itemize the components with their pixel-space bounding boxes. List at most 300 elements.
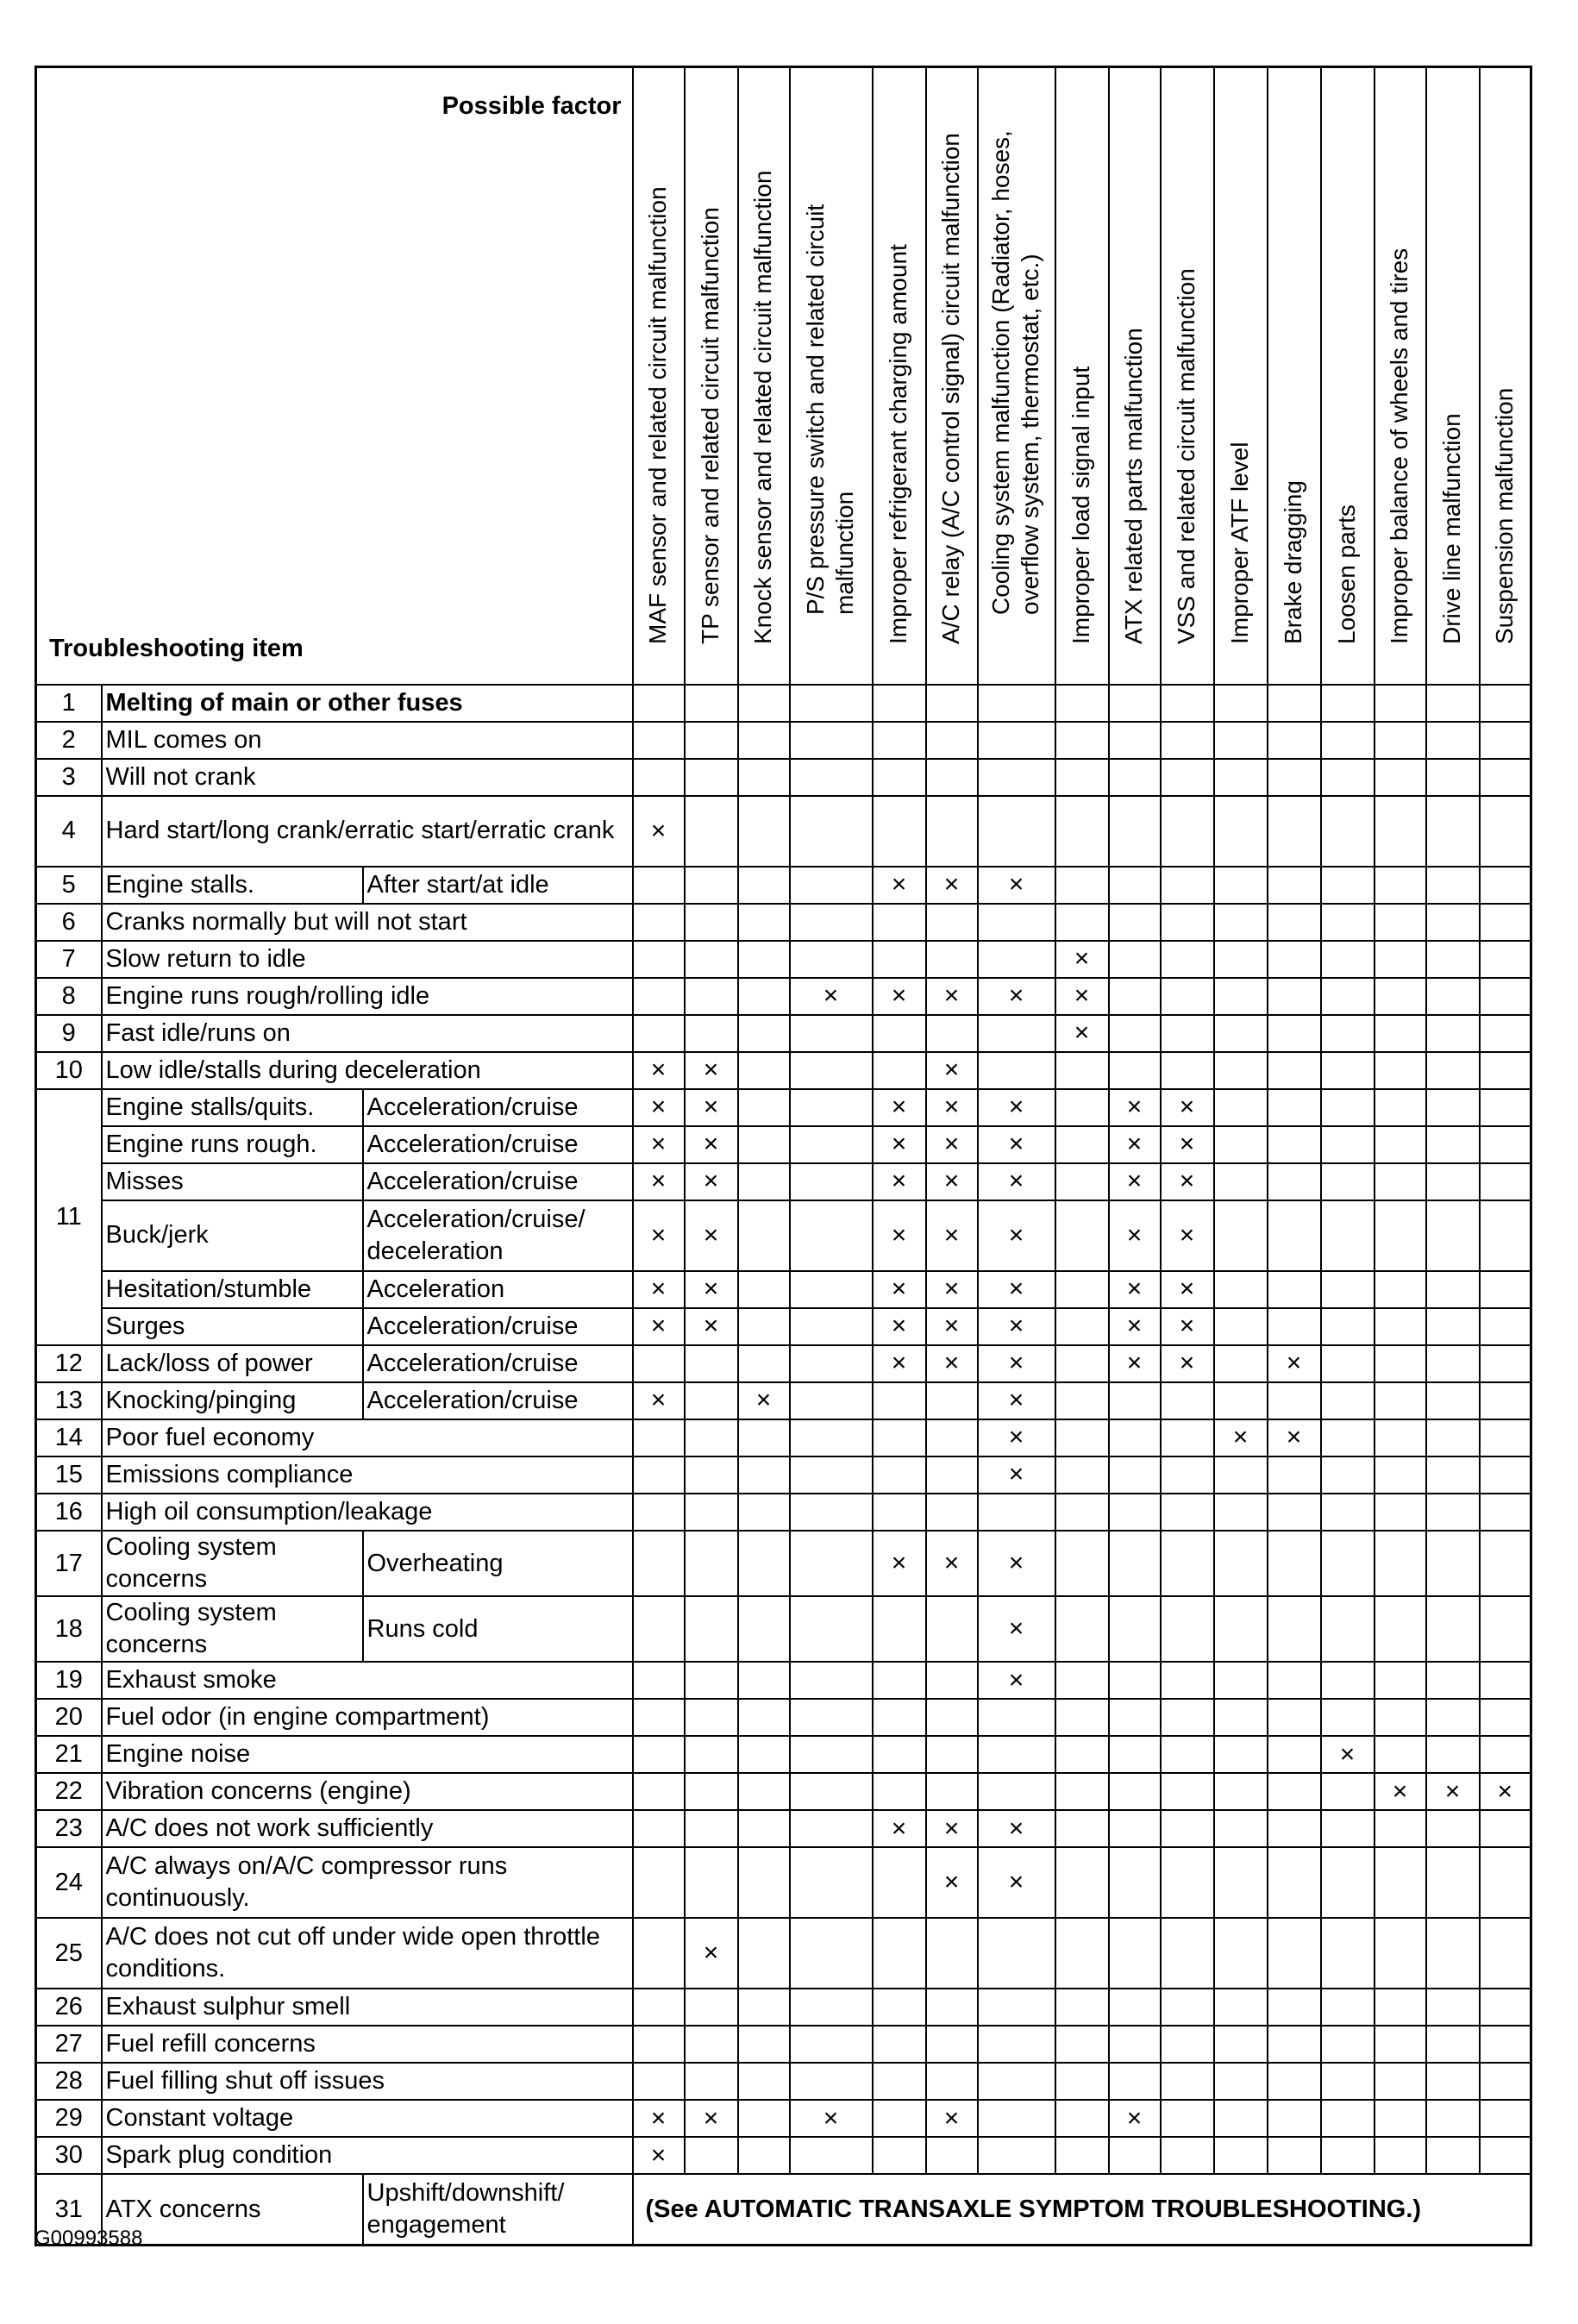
- mark-cell: [1321, 2026, 1374, 2063]
- x-mark-icon: ×: [1008, 1868, 1024, 1897]
- mark-cell: [1268, 1271, 1321, 1308]
- x-mark-icon: ×: [650, 1093, 667, 1122]
- x-mark-icon: ×: [1232, 1423, 1249, 1452]
- mark-cell: [1426, 978, 1480, 1015]
- mark-cell: [1426, 1531, 1480, 1596]
- mark-cell: [1214, 1308, 1268, 1345]
- mark-cell: [1055, 1531, 1109, 1596]
- mark-cell: [1426, 1271, 1480, 1308]
- mark-cell: [1321, 1989, 1374, 2026]
- mark-cell: [1321, 1052, 1374, 1089]
- mark-cell: [738, 1345, 790, 1382]
- mark-cell: [1109, 1345, 1161, 1382]
- mark-cell: [685, 1918, 738, 1989]
- mark-cell: [978, 904, 1055, 941]
- mark-cell: [1480, 1662, 1531, 1699]
- mark-cell: [873, 759, 926, 796]
- symptom-cell: Hesitation/stumble: [102, 1271, 363, 1308]
- x-mark-icon: ×: [1126, 1130, 1143, 1159]
- mark-cell: [1426, 1773, 1480, 1810]
- mark-cell: [1214, 685, 1268, 722]
- mark-cell: [1268, 796, 1321, 867]
- mark-cell: [1109, 1736, 1161, 1773]
- mark-cell: [1214, 1089, 1268, 1126]
- mark-cell: [926, 1736, 978, 1773]
- mark-cell: [1214, 1163, 1268, 1200]
- factor-header-15: [1426, 67, 1480, 686]
- mark-cell: [978, 1345, 1055, 1382]
- table-row: [36, 941, 1531, 978]
- mark-cell: [873, 1773, 926, 1810]
- x-mark-icon: ×: [1008, 1813, 1024, 1843]
- x-mark-icon: ×: [1008, 1093, 1024, 1122]
- table-row: [36, 2063, 1531, 2100]
- mark-cell: [1055, 1200, 1109, 1271]
- mark-cell: [1268, 1456, 1321, 1494]
- table-row: [36, 1918, 1531, 1989]
- mark-cell: [790, 796, 873, 867]
- mark-cell: [1161, 978, 1214, 1015]
- mark-cell: [1268, 1662, 1321, 1699]
- x-mark-icon: ×: [1008, 1423, 1024, 1452]
- mark-cell: [1214, 941, 1268, 978]
- mark-cell: [1374, 1810, 1426, 1847]
- mark-cell: [1480, 1271, 1531, 1308]
- mark-cell: [1268, 1089, 1321, 1126]
- mark-cell: [1109, 2026, 1161, 2063]
- mark-cell: [1161, 941, 1214, 978]
- mark-cell: [1374, 2063, 1426, 2100]
- x-mark-icon: ×: [650, 1275, 667, 1304]
- mark-cell: [1055, 1419, 1109, 1456]
- mark-cell: [790, 867, 873, 904]
- x-mark-icon: ×: [703, 1167, 719, 1196]
- mark-cell: [1374, 1308, 1426, 1345]
- mark-cell: [633, 2137, 685, 2174]
- mark-cell: [1480, 1089, 1531, 1126]
- symptom-cell: Fuel filling shut off issues: [102, 2063, 633, 2100]
- mark-cell: [1480, 867, 1531, 904]
- condition-cell: Acceleration/cruise/ deceleration: [363, 1200, 633, 1271]
- possible-factor-label: Possible factor: [441, 92, 622, 120]
- mark-cell: [633, 722, 685, 759]
- x-mark-icon: ×: [943, 1167, 960, 1196]
- symptom-cell: A/C does not work sufficiently: [102, 1810, 633, 1847]
- row-number: 29: [36, 2100, 102, 2137]
- x-mark-icon: ×: [1008, 1130, 1024, 1159]
- mark-cell: [978, 978, 1055, 1015]
- row-number: 21: [36, 1736, 102, 1773]
- x-mark-icon: ×: [703, 1056, 719, 1085]
- condition-cell: After start/at idle: [363, 867, 633, 904]
- mark-cell: [873, 722, 926, 759]
- mark-cell: [926, 759, 978, 796]
- mark-cell: [978, 1736, 1055, 1773]
- mark-cell: [1055, 1662, 1109, 1699]
- mark-cell: [685, 1596, 738, 1662]
- x-mark-icon: ×: [650, 2103, 667, 2133]
- symptom-cell: Exhaust sulphur smell: [102, 1989, 633, 2026]
- mark-cell: [1268, 941, 1321, 978]
- mark-cell: [1268, 1847, 1321, 1918]
- row-number: 17: [36, 1531, 102, 1596]
- mark-cell: [1321, 2100, 1374, 2137]
- mark-cell: [685, 1126, 738, 1163]
- mark-cell: [1161, 867, 1214, 904]
- mark-cell: [1055, 904, 1109, 941]
- mark-cell: [1321, 1699, 1374, 1736]
- x-mark-icon: ×: [891, 1349, 907, 1378]
- mark-cell: [873, 1345, 926, 1382]
- mark-cell: [1268, 1596, 1321, 1662]
- mark-cell: [790, 1271, 873, 1308]
- mark-cell: [978, 1810, 1055, 1847]
- x-mark-icon: ×: [1179, 1130, 1195, 1159]
- mark-cell: [1321, 1419, 1374, 1456]
- mark-cell: [1374, 1382, 1426, 1419]
- table-row: [36, 2026, 1531, 2063]
- condition-cell: Acceleration: [363, 1271, 633, 1308]
- mark-cell: [1426, 904, 1480, 941]
- mark-cell: [978, 796, 1055, 867]
- mark-cell: [1426, 2063, 1480, 2100]
- mark-cell: [1480, 1810, 1531, 1847]
- x-mark-icon: ×: [1008, 1548, 1024, 1577]
- table-row: [36, 1271, 1531, 1308]
- mark-cell: [1109, 904, 1161, 941]
- mark-cell: [1161, 1736, 1214, 1773]
- mark-cell: [1109, 1699, 1161, 1736]
- mark-cell: [738, 2063, 790, 2100]
- mark-cell: [1055, 1494, 1109, 1531]
- mark-cell: [685, 1736, 738, 1773]
- mark-cell: [1055, 867, 1109, 904]
- x-mark-icon: ×: [1074, 981, 1090, 1011]
- mark-cell: [978, 1847, 1055, 1918]
- factor-header-4: [790, 67, 873, 686]
- mark-cell: [1321, 904, 1374, 941]
- x-mark-icon: ×: [1008, 1312, 1024, 1341]
- mark-cell: [790, 1662, 873, 1699]
- mark-cell: [790, 978, 873, 1015]
- mark-cell: [873, 1810, 926, 1847]
- mark-cell: [1161, 1308, 1214, 1345]
- mark-cell: [1426, 1089, 1480, 1126]
- mark-cell: [685, 1419, 738, 1456]
- mark-cell: [1214, 1736, 1268, 1773]
- figure-code: G00993588: [34, 2227, 143, 2250]
- mark-cell: [1374, 904, 1426, 941]
- mark-cell: [790, 1531, 873, 1596]
- symptom-cell: Poor fuel economy: [102, 1419, 633, 1456]
- mark-cell: [1109, 1200, 1161, 1271]
- mark-cell: [1321, 1015, 1374, 1052]
- row-number: 18: [36, 1596, 102, 1662]
- symptom-cell: A/C always on/A/C compressor runs continuously.: [102, 1847, 633, 1918]
- mark-cell: [1426, 2026, 1480, 2063]
- mark-cell: [873, 1382, 926, 1419]
- factor-label: MAF sensor and related circuit malfunction: [644, 186, 672, 644]
- mark-cell: [1426, 867, 1480, 904]
- x-mark-icon: ×: [943, 1312, 960, 1341]
- mark-cell: [873, 1596, 926, 1662]
- mark-cell: [633, 1089, 685, 1126]
- mark-cell: [1374, 1456, 1426, 1494]
- row-number: 2: [36, 722, 102, 759]
- mark-cell: [926, 1052, 978, 1089]
- mark-cell: [790, 759, 873, 796]
- mark-cell: [1214, 2100, 1268, 2137]
- mark-cell: [790, 1847, 873, 1918]
- mark-cell: [1374, 867, 1426, 904]
- mark-cell: [1161, 2026, 1214, 2063]
- symptom-cell: ATX concerns: [102, 2174, 363, 2245]
- mark-cell: [790, 1773, 873, 1810]
- mark-cell: [978, 759, 1055, 796]
- x-mark-icon: ×: [1008, 1275, 1024, 1304]
- mark-cell: [1161, 1810, 1214, 1847]
- condition-cell: Runs cold: [363, 1596, 633, 1662]
- mark-cell: [685, 722, 738, 759]
- mark-cell: [1321, 1126, 1374, 1163]
- mark-cell: [1321, 867, 1374, 904]
- mark-cell: [1321, 2137, 1374, 2174]
- mark-cell: [1055, 1052, 1109, 1089]
- factor-label: Improper refrigerant charging amount: [885, 244, 912, 644]
- mark-cell: [1055, 978, 1109, 1015]
- mark-cell: [633, 1773, 685, 1810]
- mark-cell: [1109, 1810, 1161, 1847]
- mark-cell: [873, 1271, 926, 1308]
- mark-cell: [1268, 1699, 1321, 1736]
- symptom-cell: Engine stalls/quits.: [102, 1089, 363, 1126]
- x-mark-icon: ×: [1497, 1776, 1513, 1806]
- mark-cell: [1214, 1419, 1268, 1456]
- mark-cell: [1374, 1494, 1426, 1531]
- x-mark-icon: ×: [1286, 1423, 1302, 1452]
- mark-cell: [1109, 722, 1161, 759]
- factor-header-1: [633, 67, 685, 686]
- mark-cell: [978, 2063, 1055, 2100]
- mark-cell: [1480, 1382, 1531, 1419]
- mark-cell: [1109, 1456, 1161, 1494]
- mark-cell: [738, 1989, 790, 2026]
- mark-cell: [633, 1596, 685, 1662]
- mark-cell: [685, 978, 738, 1015]
- mark-cell: [738, 904, 790, 941]
- mark-cell: [978, 1494, 1055, 1531]
- mark-cell: [1374, 1596, 1426, 1662]
- troubleshooting-matrix: [34, 66, 1532, 2246]
- mark-cell: [685, 2137, 738, 2174]
- mark-cell: [1214, 867, 1268, 904]
- mark-cell: [1109, 2063, 1161, 2100]
- mark-cell: [978, 685, 1055, 722]
- mark-cell: [873, 1015, 926, 1052]
- symptom-cell: Cranks normally but will not start: [102, 904, 633, 941]
- mark-cell: [978, 1382, 1055, 1419]
- mark-cell: [1055, 1736, 1109, 1773]
- condition-cell: Acceleration/cruise: [363, 1345, 633, 1382]
- mark-cell: [685, 1052, 738, 1089]
- mark-cell: [738, 1126, 790, 1163]
- x-mark-icon: ×: [1008, 1349, 1024, 1378]
- mark-cell: [633, 1052, 685, 1089]
- mark-cell: [1214, 1773, 1268, 1810]
- mark-cell: [1480, 904, 1531, 941]
- x-mark-icon: ×: [943, 1548, 960, 1577]
- mark-cell: [1268, 978, 1321, 1015]
- mark-cell: [1268, 2100, 1321, 2137]
- mark-cell: [873, 867, 926, 904]
- x-mark-icon: ×: [891, 981, 907, 1011]
- mark-cell: [1214, 1531, 1268, 1596]
- x-mark-icon: ×: [650, 1130, 667, 1159]
- mark-cell: [873, 1847, 926, 1918]
- mark-cell: [1161, 1847, 1214, 1918]
- mark-cell: [1374, 1052, 1426, 1089]
- mark-cell: [738, 1382, 790, 1419]
- mark-cell: [633, 2026, 685, 2063]
- mark-cell: [1321, 1847, 1374, 1918]
- mark-cell: [1268, 685, 1321, 722]
- row-number: 5: [36, 867, 102, 904]
- table-row: [36, 1419, 1531, 1456]
- mark-cell: [873, 2063, 926, 2100]
- row-number: 13: [36, 1382, 102, 1419]
- mark-cell: [790, 1126, 873, 1163]
- row-number: 26: [36, 1989, 102, 2026]
- row-number: 16: [36, 1494, 102, 1531]
- mark-cell: [1214, 1596, 1268, 1662]
- mark-cell: [873, 1736, 926, 1773]
- table-row: [36, 2100, 1531, 2137]
- x-mark-icon: ×: [943, 1813, 960, 1843]
- mark-cell: [873, 1419, 926, 1456]
- mark-cell: [738, 722, 790, 759]
- mark-cell: [633, 1494, 685, 1531]
- mark-cell: [1161, 1494, 1214, 1531]
- row-number: 1: [36, 685, 102, 722]
- mark-cell: [685, 1773, 738, 1810]
- mark-cell: [1055, 2100, 1109, 2137]
- mark-cell: [1374, 1015, 1426, 1052]
- mark-cell: [790, 1200, 873, 1271]
- mark-cell: [1109, 1271, 1161, 1308]
- mark-cell: [1268, 2137, 1321, 2174]
- mark-cell: [790, 1089, 873, 1126]
- mark-cell: [926, 1271, 978, 1308]
- x-mark-icon: ×: [650, 1167, 667, 1196]
- mark-cell: [790, 1052, 873, 1089]
- mark-cell: [790, 685, 873, 722]
- x-mark-icon: ×: [1008, 1665, 1024, 1694]
- x-mark-icon: ×: [703, 1130, 719, 1159]
- mark-cell: [926, 1126, 978, 1163]
- factor-header-13: [1321, 67, 1374, 686]
- table-row: [36, 759, 1531, 796]
- x-mark-icon: ×: [891, 1220, 907, 1250]
- mark-cell: [633, 1015, 685, 1052]
- table-row: [36, 1163, 1531, 1200]
- mark-cell: [790, 1699, 873, 1736]
- row-number: 7: [36, 941, 102, 978]
- x-mark-icon: ×: [943, 1093, 960, 1122]
- mark-cell: [1426, 1494, 1480, 1531]
- x-mark-icon: ×: [703, 1939, 719, 1968]
- mark-cell: [1161, 1163, 1214, 1200]
- table-row: [36, 1662, 1531, 1699]
- mark-cell: [633, 904, 685, 941]
- mark-cell: [1214, 759, 1268, 796]
- mark-cell: [1321, 759, 1374, 796]
- factor-header-12: [1268, 67, 1321, 686]
- mark-cell: [1374, 1918, 1426, 1989]
- mark-cell: [790, 1810, 873, 1847]
- row-number: 30: [36, 2137, 102, 2174]
- mark-cell: [1109, 941, 1161, 978]
- table-row: [36, 867, 1531, 904]
- mark-cell: [633, 1345, 685, 1382]
- mark-cell: [790, 1494, 873, 1531]
- mark-cell: [1055, 1989, 1109, 2026]
- mark-cell: [1321, 685, 1374, 722]
- symptom-cell: Constant voltage: [102, 2100, 633, 2137]
- mark-cell: [1426, 1126, 1480, 1163]
- mark-cell: [1321, 978, 1374, 1015]
- mark-cell: [926, 1596, 978, 1662]
- mark-cell: [1374, 2026, 1426, 2063]
- mark-cell: [1055, 1773, 1109, 1810]
- row-number: 10: [36, 1052, 102, 1089]
- mark-cell: [1268, 1382, 1321, 1419]
- mark-cell: [926, 1456, 978, 1494]
- mark-cell: [978, 1308, 1055, 1345]
- mark-cell: [1374, 1773, 1426, 1810]
- mark-cell: [873, 1456, 926, 1494]
- mark-cell: [685, 685, 738, 722]
- x-mark-icon: ×: [1179, 1093, 1195, 1122]
- mark-cell: [978, 2137, 1055, 2174]
- mark-cell: [1426, 1918, 1480, 1989]
- mark-cell: [1480, 2100, 1531, 2137]
- mark-cell: [685, 941, 738, 978]
- factor-label: Knock sensor and related circuit malfunction: [749, 170, 777, 644]
- x-mark-icon: ×: [703, 1312, 719, 1341]
- symptom-cell: Engine runs rough.: [102, 1126, 363, 1163]
- mark-cell: [1374, 722, 1426, 759]
- x-mark-icon: ×: [650, 1220, 667, 1250]
- mark-cell: [1214, 1699, 1268, 1736]
- mark-cell: [738, 1308, 790, 1345]
- mark-cell: [1109, 2100, 1161, 2137]
- mark-cell: [1055, 1015, 1109, 1052]
- mark-cell: [1214, 1345, 1268, 1382]
- mark-cell: [1055, 1308, 1109, 1345]
- mark-cell: [790, 1918, 873, 1989]
- x-mark-icon: ×: [1392, 1776, 1408, 1806]
- table-row: [36, 722, 1531, 759]
- mark-cell: [633, 1736, 685, 1773]
- x-mark-icon: ×: [943, 1130, 960, 1159]
- mark-cell: [1109, 1989, 1161, 2026]
- factor-header-10: [1161, 67, 1214, 686]
- x-mark-icon: ×: [891, 1275, 907, 1304]
- row-number: 20: [36, 1699, 102, 1736]
- mark-cell: [1480, 1456, 1531, 1494]
- table-row: [36, 1847, 1531, 1918]
- mark-cell: [633, 685, 685, 722]
